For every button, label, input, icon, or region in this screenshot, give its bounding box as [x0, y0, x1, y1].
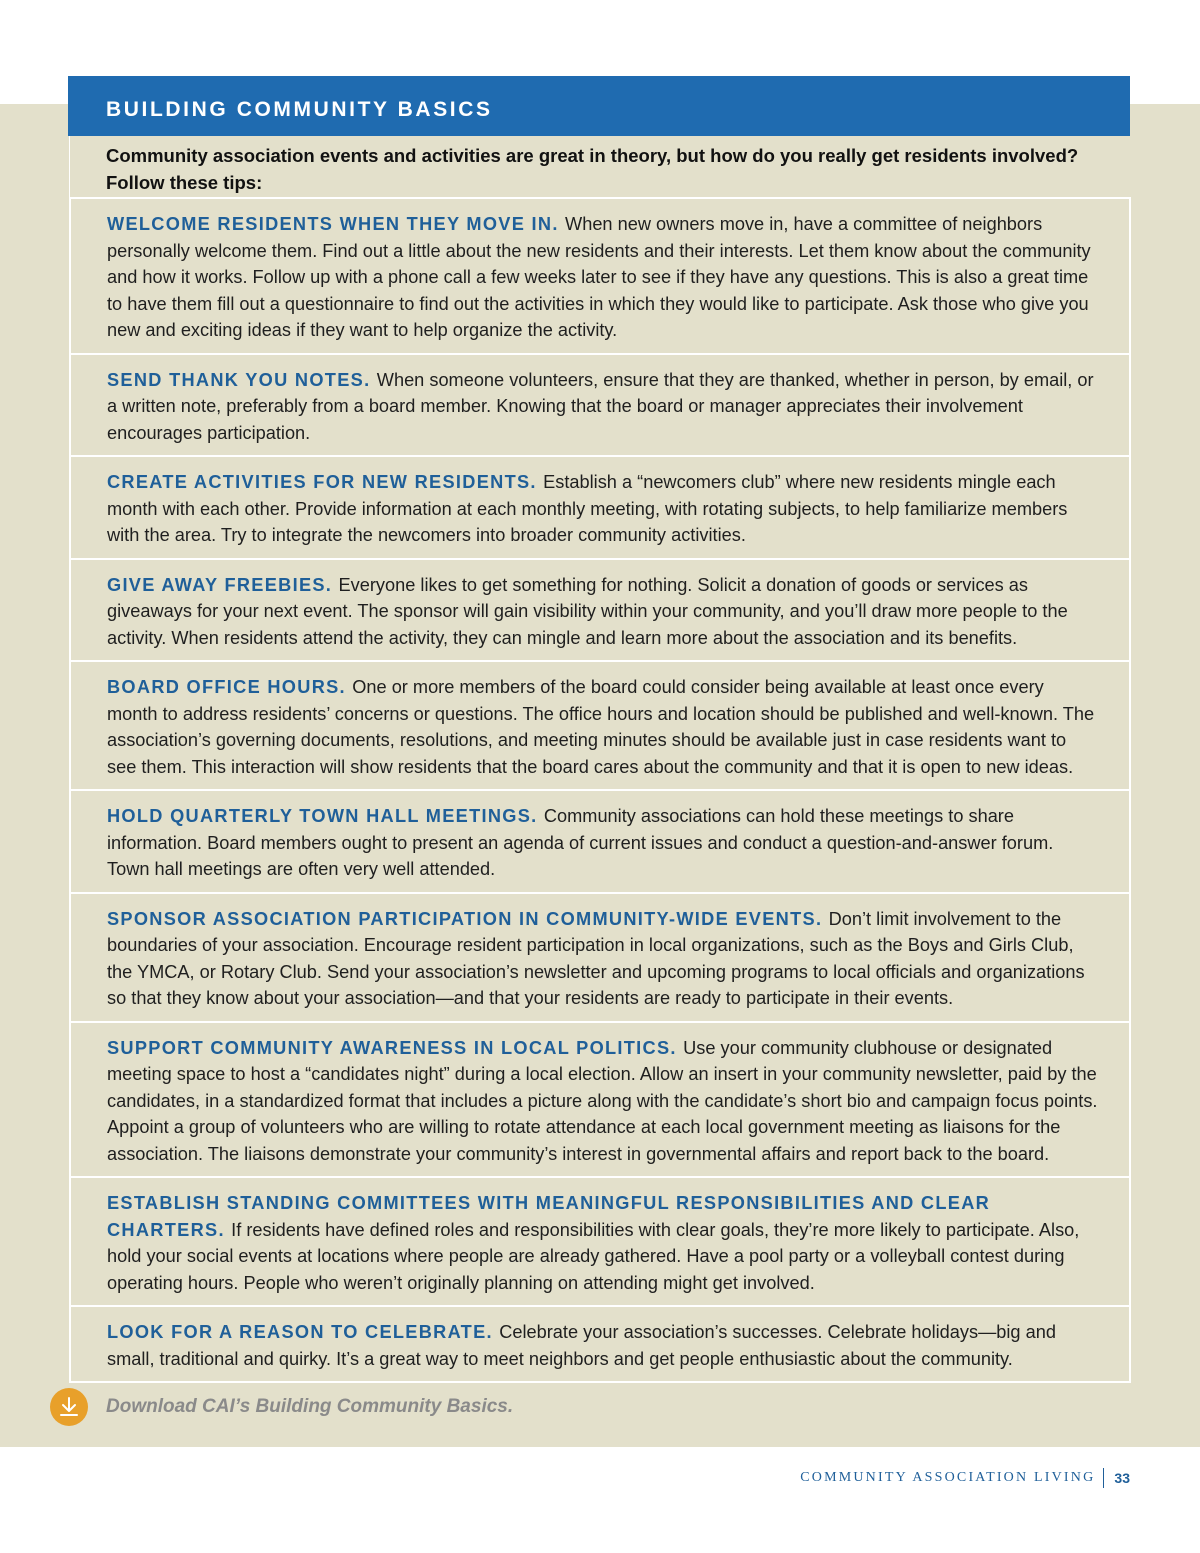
tip-body: One or more members of the board could consider being available at least once every month to address residents’ concerns or questions. The office hours and location should be published and well-known. The association’s governing documents, resolutions, and meeting minutes should be available just in case residents want to see them. This interaction will show residents that the board cares about the community and that it is open to new ideas.	[107, 677, 1095, 777]
tip-body: When someone volunteers, ensure that they are thanked, whether in person, by email, or a written note, preferably from a board member. Knowing that the board or manager appreciates their involvement encourages participation.	[107, 369, 1094, 443]
tip-celebrate	[69, 1305, 1131, 1383]
tip-freebies	[69, 558, 1131, 663]
tip-body: When new owners move in, have a committee of neighbors personally welcome them. Find out a little about the new residents and their interests. Let them know about the community and how it works. Follow up with a phone call a few weeks later to see if they have any questions. This is also a great time to have them fill out a questionnaire to find out the activities in which they would like to participate. Ask those who give you new and exciting ideas if they want to help organize the activity.	[107, 214, 1091, 340]
tip-welcome-residents	[69, 197, 1131, 355]
intro-text: Community association events and activities are great in theory, but how do you really get residents involved? Follow these tips:	[106, 145, 1079, 193]
page-footer	[800, 1468, 1130, 1488]
download-label[interactable]: Download CAI’s Building Community Basics.	[106, 1396, 514, 1417]
tip-local-politics	[69, 1021, 1131, 1179]
tip-heading: ESTABLISH STANDING COMMITTEES WITH MEANINGFUL RESPONSIBILITIES AND CLEAR CHARTERS.	[107, 1193, 991, 1240]
tip-community-wide-events	[69, 892, 1131, 1023]
publication-title: COMMUNITY ASSOCIATION LIVING	[800, 1470, 1096, 1485]
tip-heading: SPONSOR ASSOCIATION PARTICIPATION IN COMMUNITY-WIDE EVENTS.	[107, 908, 829, 929]
download-icon[interactable]	[50, 1388, 88, 1426]
tip-thank-you-notes	[69, 353, 1131, 458]
tip-heading: LOOK FOR A REASON TO CELEBRATE.	[107, 1322, 500, 1342]
section-header	[68, 76, 1130, 136]
tips-list	[69, 199, 1131, 1383]
tip-town-hall-meetings	[69, 789, 1131, 894]
tip-body: Everyone likes to get something for nothing. Solicit a donation of goods or services as giveaways for your next event. The sponsor will gain visibility within your community, and you’ll draw more people to the activity. When residents attend the activity, they can mingle and learn more about the association and its benefits.	[107, 574, 1068, 648]
tip-body: Celebrate your association’s successes. Celebrate holidays—big and small, traditional and quirky. It’s a great way to meet neighbors and get people enthusiastic about the community.	[107, 1322, 1056, 1369]
tip-heading: BOARD OFFICE HOURS.	[107, 677, 353, 697]
section-title: BUILDING COMMUNITY BASICS	[106, 98, 493, 121]
tip-heading: GIVE AWAY FREEBIES.	[107, 574, 339, 595]
tip-activities-new-residents	[69, 455, 1131, 560]
tip-body: Establish a “newcomers club” where new residents mingle each month with each other. Provide information at each monthly meeting, with rotating subjects, to help familiarize members with the area. Try to integrate the newcomers into broader community activities.	[107, 472, 1068, 545]
intro-frame	[69, 136, 70, 199]
tip-heading: SEND THANK YOU NOTES.	[107, 369, 377, 390]
tip-heading: SUPPORT COMMUNITY AWARENESS IN LOCAL POLITICS.	[107, 1037, 684, 1058]
tip-body: Don’t limit involvement to the boundaries of your association. Encourage resident participation in local organizations, such as the Boys and Girls Club, the YMCA, or Rotary Club. Send your association’s newsletter and upcoming programs to local officials and organizations so that they know about your association—and that your residents are ready to participate in their events.	[107, 908, 1085, 1008]
tip-body: If residents have defined roles and responsibilities with clear goals, they’re more likely to participate. Also, hold your social events at locations where people are already gathered. Have a pool party or a volleyball contest during operating hours. People who weren’t originally planning on attending might get involved.	[107, 1219, 1080, 1293]
tip-body: Community associations can hold these meetings to share information. Board members ought to present an agenda of current issues and conduct a question-and-answer forum. Town hall meetings are often very well attended.	[107, 806, 1054, 879]
download-link[interactable]	[50, 1387, 513, 1427]
tip-standing-committees	[69, 1176, 1131, 1307]
tip-board-office-hours	[69, 660, 1131, 791]
page-number: 33	[1114, 1470, 1130, 1486]
footer-divider	[1103, 1468, 1104, 1488]
tip-heading: HOLD QUARTERLY TOWN HALL MEETINGS.	[107, 806, 544, 826]
tip-heading: CREATE ACTIVITIES FOR NEW RESIDENTS.	[107, 472, 544, 492]
tip-heading: WELCOME RESIDENTS WHEN THEY MOVE IN.	[107, 214, 566, 234]
tip-body: Use your community clubhouse or designated meeting space to host a “candidates night” during a local election. Allow an insert in your community newsletter, paid by the candidates, in a standardized format that includes a picture along with the candidate’s short bio and campaign focus points. Appoint a group of volunteers who are willing to rotate attendance at each local government meeting as liaisons for the association. The liaisons demonstrate your community’s interest in governmental affairs and report back to the board.	[107, 1037, 1098, 1164]
